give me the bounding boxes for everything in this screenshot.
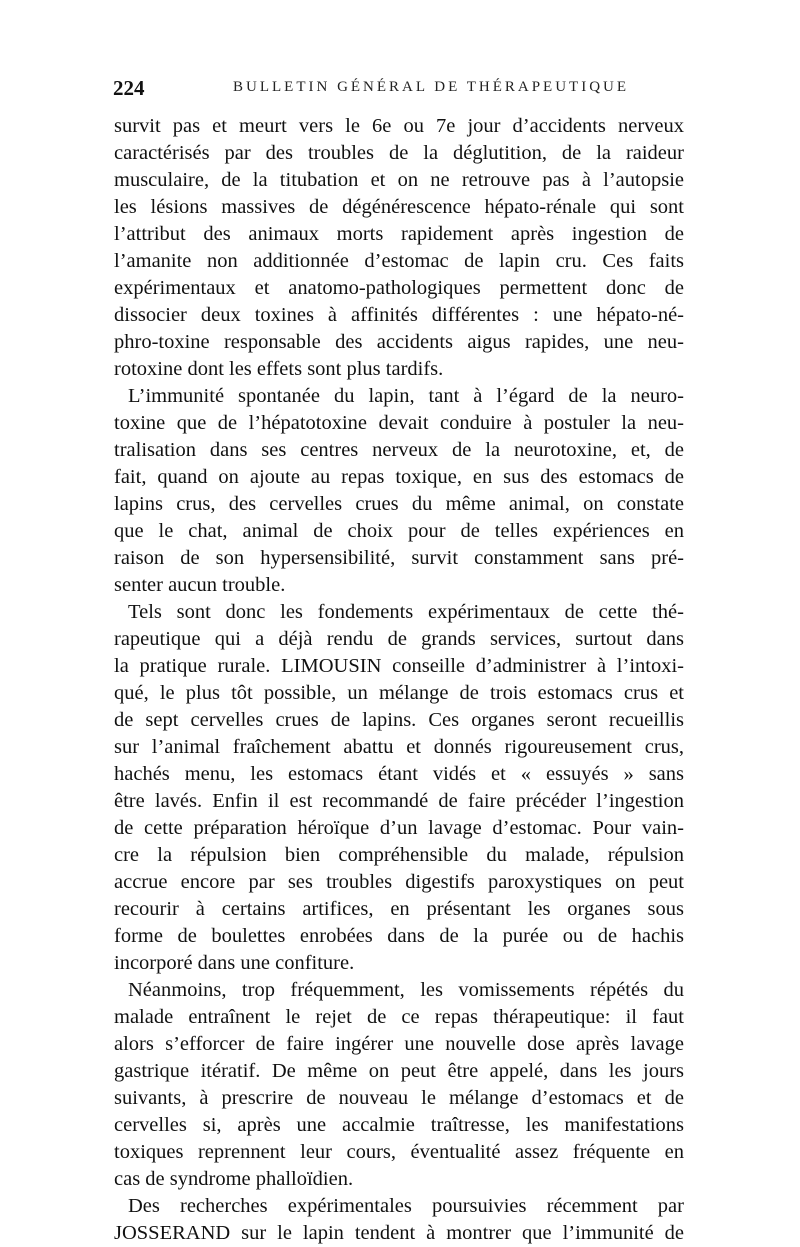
text-line: de cette préparation héroïque d’un lavage d’estomac. Pour vain- [114,817,684,839]
text-line: senter aucun trouble. [114,574,286,596]
text-line: L’immunité spontanée du lapin, tant à l’égard de la neuro- [128,385,684,407]
text-line: Tels sont donc les fondements expérimentaux de cette thé- [128,601,684,623]
page-number: 224 [113,76,145,100]
text-line: phro-toxine responsable des accidents aigus rapides, une neu- [114,331,684,353]
text-line: qué, le plus tôt possible, un mélange de trois estomacs crus et [114,682,684,704]
text-line: raison de son hypersensibilité, survit constamment sans pré- [114,547,684,569]
text-line: tralisation dans ses centres nerveux de la neurotoxine, et, de [114,439,684,461]
text-line: expérimentaux et anatomo-pathologiques permettent donc de [114,277,684,299]
text-line: caractérisés par des troubles de la déglutition, de la raideur [114,142,684,164]
text-line: la pratique rurale. LIMOUSIN conseille d’administrer à l’intoxi- [114,655,684,677]
page-header [113,76,683,106]
text-line: Des recherches expérimentales poursuivies récemment par [128,1195,684,1217]
text-line: dissocier deux toxines à affinités différentes : une hépato-né- [114,304,684,326]
text-line: JOSSERAND sur le lapin tendent à montrer que l’immunité de [114,1222,684,1244]
text-line: gastrique itératif. De même on peut être appelé, dans les jours [114,1060,684,1082]
text-line: cervelles si, après une accalmie traîtresse, les manifestations [114,1114,684,1136]
body-text [114,113,684,1247]
text-line: sur l’animal fraîchement abattu et donnés rigoureusement crus, [114,736,684,758]
text-line: suivants, à prescrire de nouveau le mélange d’estomacs et de [114,1087,684,1109]
text-line: musculaire, de la titubation et on ne retrouve pas à l’autopsie [114,169,684,191]
text-line: cas de syndrome phalloïdien. [114,1168,354,1190]
text-line: malade entraînent le rejet de ce repas thérapeutique: il faut [114,1006,684,1028]
text-line: rapeutique qui a déjà rendu de grands services, surtout dans [114,628,684,650]
text-line: incorporé dans une confiture. [114,952,355,974]
text-line: fait, quand on ajoute au repas toxique, en sus des estomacs de [114,466,684,488]
text-line: survit pas et meurt vers le 6e ou 7e jour d’accidents nerveux [114,115,684,137]
text-line: recourir à certains artifices, en présentant les organes sous [114,898,684,920]
text-line: forme de boulettes enrobées dans de la purée ou de hachis [114,925,684,947]
text-line: accrue encore par ses troubles digestifs paroxystiques on peut [114,871,684,893]
text-line: hachés menu, les estomacs étant vidés et « essuyés » sans [114,763,684,785]
text-line: lapins crus, des cervelles crues du même animal, on constate [114,493,684,515]
text-line: l’attribut des animaux morts rapidement après ingestion de [114,223,684,245]
text-line: alors s’efforcer de faire ingérer une nouvelle dose après lavage [114,1033,684,1055]
text-line: toxine que de l’hépatotoxine devait conduire à postuler la neu- [114,412,684,434]
text-line: Néanmoins, trop fréquemment, les vomissements répétés du [128,979,684,1001]
text-line: de sept cervelles crues de lapins. Ces organes seront recueillis [114,709,684,731]
text-line: que le chat, animal de choix pour de telles expériences en [114,520,684,542]
text-line: les lésions massives de dégénérescence hépato-rénale qui sont [114,196,684,218]
text-line: l’amanite non additionnée d’estomac de lapin cru. Ces faits [114,250,684,272]
text-line: être lavés. Enfin il est recommandé de faire précéder l’ingestion [114,790,684,812]
text-line: cre la répulsion bien compréhensible du malade, répulsion [114,844,684,866]
text-line: rotoxine dont les effets sont plus tardifs. [114,358,444,380]
text-line: toxiques reprennent leur cours, éventualité assez fréquente en [114,1141,684,1163]
running-title: BULLETIN GÉNÉRAL DE THÉRAPEUTIQUE [233,79,630,95]
